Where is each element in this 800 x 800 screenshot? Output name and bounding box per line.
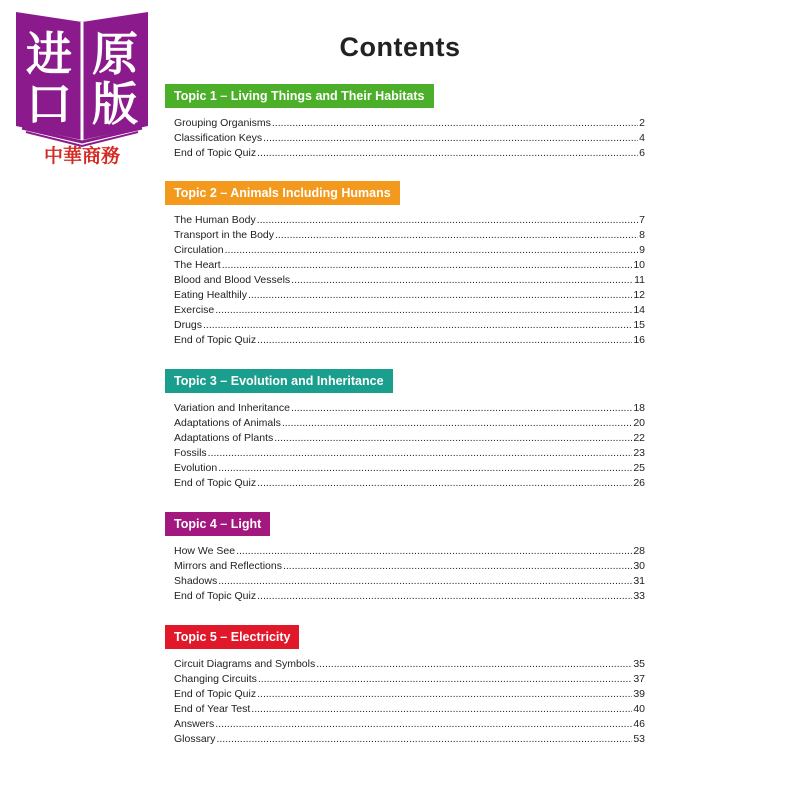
entry-title: How We See [174,545,236,557]
dot-leader [282,416,632,431]
entry-page: 16 [633,334,645,346]
dot-leader [316,657,632,672]
dot-leader [203,318,632,333]
dot-leader [283,559,632,574]
toc-entry[interactable] [174,146,645,161]
entry-page: 39 [633,688,645,700]
entry-title: Evolution [174,462,218,474]
topic-section-2 [165,181,645,348]
entry-title: Circuit Diagrams and Symbols [174,658,316,670]
entry-page: 28 [633,545,645,557]
entry-title: Circulation [174,244,224,256]
entry-page: 9 [639,244,645,256]
entry-title: End of Topic Quiz [174,147,257,159]
entry-page: 35 [633,658,645,670]
entry-page: 37 [633,673,645,685]
entry-title: The Human Body [174,214,256,226]
entry-title: Shadows [174,575,218,587]
entry-page: 6 [639,147,645,159]
entry-title: The Heart [174,259,221,271]
toc-entry[interactable] [174,131,645,146]
entry-title: Mirrors and Reflections [174,560,282,572]
topic-section-4 [165,512,645,604]
toc-entry[interactable] [174,672,645,687]
toc-entry[interactable] [174,544,645,559]
entry-page: 22 [633,432,645,444]
toc-entry[interactable] [174,273,645,288]
entry-title: Transport in the Body [174,229,274,241]
entry-page: 10 [633,259,645,271]
entry-page: 20 [633,417,645,429]
back-matter-list [165,702,645,747]
topic-header-3: Topic 3 – Evolution and Inheritance [165,369,393,393]
dot-leader [257,213,638,228]
toc-entry[interactable] [174,446,645,461]
entry-title: End of Topic Quiz [174,590,257,602]
logo-char-2: 原 [92,27,138,81]
entry-title: Eating Healthily [174,289,247,301]
entry-page: 8 [639,229,645,241]
entry-title: End of Topic Quiz [174,688,257,700]
toc-entry[interactable] [174,258,645,273]
topic-header-5: Topic 5 – Electricity [165,625,299,649]
dot-leader [257,589,632,604]
toc-entry[interactable] [174,228,645,243]
entry-title: Variation and Inheritance [174,402,290,414]
logo-subtitle: 中華商務 [43,145,121,167]
dot-leader [215,303,632,318]
topic-section-1 [165,84,645,161]
entry-title: Adaptations of Plants [174,432,274,444]
toc-entry[interactable] [174,213,645,228]
dot-leader [275,228,638,243]
toc-entry[interactable] [174,401,645,416]
dot-leader [291,401,632,416]
dot-leader [208,446,633,461]
entry-title: Fossils [174,447,207,459]
entry-page: 40 [633,703,645,715]
entry-page: 15 [633,319,645,331]
logo-char-1: 进 [26,27,72,81]
toc-entry[interactable] [174,461,645,476]
entry-title: Changing Circuits [174,673,257,685]
dot-leader [257,146,638,161]
logo-char-3: 口 [26,77,72,131]
entry-page: 26 [633,477,645,489]
dot-leader [274,431,632,446]
entry-list-4 [165,544,645,604]
dot-leader [272,116,638,131]
entry-page: 14 [633,304,645,316]
toc-entry[interactable] [174,303,645,318]
topic-section-3 [165,369,645,491]
entry-title: Exercise [174,304,215,316]
entry-title: End of Topic Quiz [174,334,257,346]
toc-entry[interactable] [174,687,645,702]
entry-page: 33 [633,590,645,602]
entry-page: 12 [633,289,645,301]
toc-entry[interactable] [174,333,645,348]
entry-title: Answers [174,718,215,730]
entry-page: 30 [633,560,645,572]
entry-page: 23 [633,447,645,459]
dot-leader [236,544,632,559]
toc-entry[interactable] [174,416,645,431]
entry-title: Drugs [174,319,203,331]
entry-page: 25 [633,462,645,474]
page-title: Contents [339,32,461,62]
toc-entry[interactable] [174,116,645,131]
entry-title: Glossary [174,733,216,745]
entry-page: 11 [634,274,645,286]
dot-leader [215,717,632,732]
dot-leader [218,574,632,589]
entry-list-2 [165,213,645,348]
dot-leader [263,131,638,146]
toc-entry[interactable] [174,589,645,604]
toc-entry[interactable] [174,702,645,717]
dot-leader [251,702,632,717]
entry-title: End of Year Test [174,703,251,715]
entry-list-3 [165,401,645,491]
entry-page: 7 [639,214,645,226]
logo-char-4: 版 [92,77,138,131]
topic-header-2: Topic 2 – Animals Including Humans [165,181,400,205]
entry-title: Adaptations of Animals [174,417,281,429]
entry-page: 53 [633,733,645,745]
toc-entry[interactable] [174,431,645,446]
toc-entry[interactable] [174,243,645,258]
toc-entry[interactable] [174,657,645,672]
dot-leader [248,288,632,303]
entry-page: 4 [639,132,645,144]
toc-entry[interactable] [174,559,645,574]
entry-page: 31 [633,575,645,587]
dot-leader [291,273,633,288]
dot-leader [222,258,633,273]
dot-leader [257,476,632,491]
toc-entry[interactable] [174,288,645,303]
entry-title: End of Topic Quiz [174,477,257,489]
dot-leader [258,672,632,687]
dot-leader [225,243,639,258]
topic-section-5 [165,625,645,747]
entry-title: Classification Keys [174,132,263,144]
entry-page: 18 [633,402,645,414]
toc-entry[interactable] [174,476,645,491]
entry-page: 46 [633,718,645,730]
dot-leader [257,687,632,702]
entry-title: Blood and Blood Vessels [174,274,291,286]
entry-title: Grouping Organisms [174,117,271,129]
toc-entry[interactable] [174,318,645,333]
topic-header-1: Topic 1 – Living Things and Their Habitats [165,84,434,108]
entry-list-1 [165,116,645,161]
dot-leader [216,732,632,747]
toc-entry[interactable] [174,717,645,732]
toc-entry[interactable] [174,732,645,747]
dot-leader [218,461,632,476]
dot-leader [257,333,632,348]
topic-header-4: Topic 4 – Light [165,512,270,536]
toc-entry[interactable] [174,574,645,589]
entry-list-5 [165,657,645,702]
entry-page: 2 [639,117,645,129]
